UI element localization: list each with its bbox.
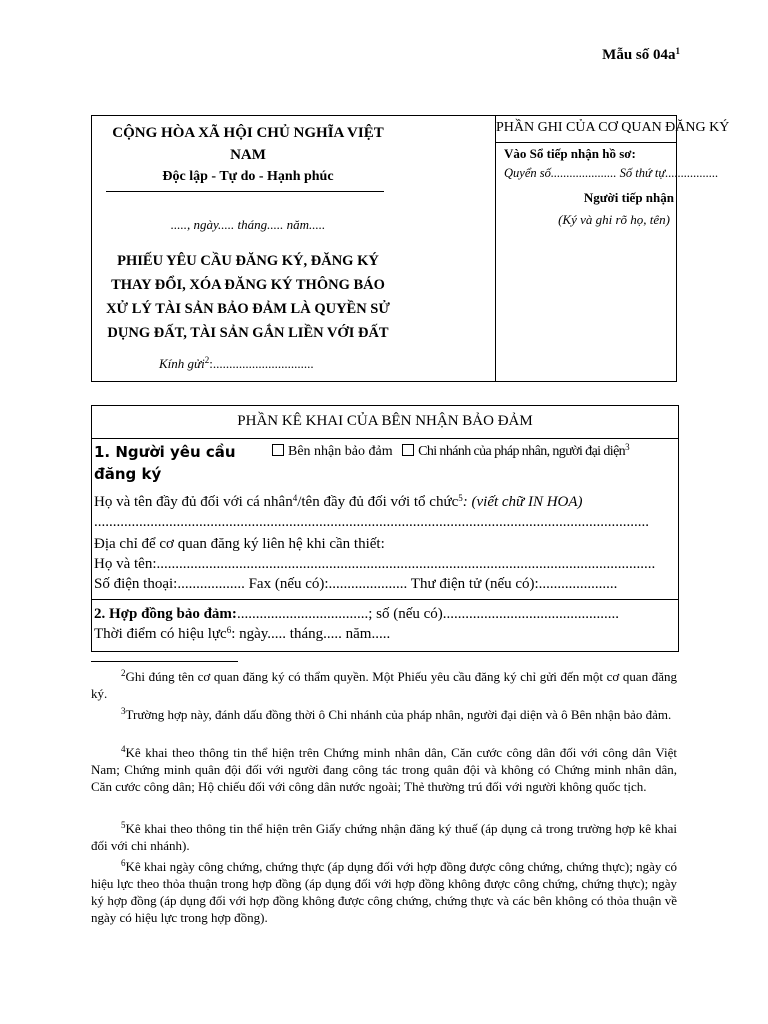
option-branch[interactable] xyxy=(402,444,629,459)
footnote-text: Ghi đúng tên cơ quan đăng ký có thẩm quyền. Một Phiếu yêu cầu đăng ký chỉ gửi đến một cơ quan đăng ký. xyxy=(91,669,677,701)
recipient-footnote: 2 xyxy=(204,355,210,365)
receiver-label: Người tiếp nhận xyxy=(583,190,674,205)
form-code-text: Mẫu số 04a xyxy=(602,47,676,63)
motto-underline xyxy=(106,191,384,192)
item1-label-line2: đăng ký xyxy=(94,465,162,483)
book-number-line: Quyển số..................... Số thứ tự................. xyxy=(504,166,719,180)
effective-date-line xyxy=(94,626,390,643)
form-title xyxy=(92,249,404,345)
footnote-rule xyxy=(91,661,238,662)
footnote xyxy=(91,858,677,926)
name-label: Họ và tên đầy đủ đối với cá nhân xyxy=(94,494,293,510)
footnote-text: Kê khai theo thông tin thể hiện trên Chứng minh nhân dân, Căn cước công dân đối với công dân Việt Nam; Chứng minh quân đội đối với người đang công tác trong quân đội và không có Chứng minh nhân dân, Căn cước công dân; Hộ chiếu đối với công dân nước ngoài; Thẻ thường trú đối với người không quốc tịch. xyxy=(91,745,677,794)
option-branch-label: Chi nhánh của pháp nhân, người đại diện xyxy=(418,444,626,459)
footnote-mark: 3 xyxy=(121,706,126,716)
form-code-footnote: 1 xyxy=(675,46,680,56)
option-branch-footnote: 3 xyxy=(625,442,629,452)
uppercase-note: : (viết chữ IN HOA) xyxy=(462,494,583,510)
registry-title-underline xyxy=(496,142,677,143)
name-input-line[interactable]: .................................................................................................................................................... xyxy=(94,514,649,530)
item1-label-line1: 1. Người yêu cầu xyxy=(94,443,236,461)
motto: Độc lập - Tự do - Hạnh phúc xyxy=(162,169,334,184)
country-name-line1: CỘNG HÒA XÃ HỘI CHỦ NGHĨA VIỆT xyxy=(112,125,384,141)
recipient-line xyxy=(159,356,314,372)
effective-date-value[interactable]: : ngày..... tháng..... năm..... xyxy=(231,626,391,642)
name-footnote-4: 4 xyxy=(292,493,298,503)
item2-line xyxy=(94,606,674,623)
footnote xyxy=(91,706,677,723)
footnote xyxy=(91,744,677,795)
footnote xyxy=(91,820,677,854)
form-title-line: PHIẾU YÊU CẦU ĐĂNG KÝ, ĐĂNG KÝ xyxy=(117,253,379,269)
option-secured-party[interactable] xyxy=(272,444,393,459)
checkbox-icon[interactable] xyxy=(272,444,284,456)
footnote-mark: 5 xyxy=(121,820,126,830)
divider xyxy=(92,599,678,600)
footnote-mark: 6 xyxy=(121,858,126,868)
footnote-text: Kê khai theo thông tin thể hiện trên Giấy chứng nhận đăng ký thuế (áp dụng cả trong trường hợp kê khai đối với chi nhánh). xyxy=(91,821,677,853)
checkbox-icon[interactable] xyxy=(402,444,414,456)
header-divider xyxy=(495,116,496,381)
option-secured-party-label: Bên nhận bảo đảm xyxy=(288,444,393,459)
item2-label: 2. Hợp đồng bảo đảm: xyxy=(94,606,237,622)
date-line: ....., ngày..... tháng..... năm..... xyxy=(170,217,326,232)
declaration-title: PHẦN KÊ KHAI CỦA BÊN NHẬN BẢO ĐẢM xyxy=(237,413,533,429)
contact-name-line[interactable]: Họ và tên:..................................................................................................................................... xyxy=(94,556,656,572)
effective-date-label: Thời điểm có hiệu lực xyxy=(94,626,227,642)
name-label-line xyxy=(94,494,583,511)
form-title-line: DỤNG ĐẤT, TÀI SẢN GẮN LIỀN VỚI ĐẤT xyxy=(107,325,389,341)
divider xyxy=(92,438,678,439)
address-label: Địa chỉ để cơ quan đăng ký liên hệ khi cần thiết: xyxy=(94,536,385,552)
footnote xyxy=(91,668,677,702)
declaration-box xyxy=(91,405,679,652)
receiver-note: (Ký và ghi rõ họ, tên) xyxy=(558,212,670,227)
recipient-dots: :............................... xyxy=(209,356,314,371)
form-title-line: THAY ĐỔI, XÓA ĐĂNG KÝ THÔNG BÁO xyxy=(111,277,385,293)
country-name-line2: NAM xyxy=(230,147,266,163)
contract-number-line[interactable]: ...................................; số (nếu có)............................................... xyxy=(236,606,619,622)
header-box xyxy=(91,115,730,382)
footnote-mark: 4 xyxy=(121,744,126,754)
form-title-line: XỬ LÝ TÀI SẢN BẢO ĐẢM LÀ QUYỀN SỬ xyxy=(106,301,390,317)
country-name xyxy=(92,122,404,166)
recipient-label: Kính gửi xyxy=(159,356,205,371)
registry-section-title: PHẦN GHI CỦA CƠ QUAN ĐĂNG KÝ xyxy=(496,120,730,135)
item1-options xyxy=(272,444,629,460)
footnote-text: Kê khai ngày công chứng, chứng thực (áp dụng đối với hợp đồng được công chứng, chứng thực); ngày có hiệu lực theo thỏa thuận trong hợp đồng (áp dụng đối với hợp đồng không được công chứng, chứng thực); ngày ký hợp đồng (áp dụng đối với hợp đồng không được công chứng, chứng thực và các bên không có thỏa thuận về ngày có hiệu lực trong hợp đồng). xyxy=(91,859,677,925)
contact-phone-line[interactable]: Số điện thoại:.................. Fax (nếu có):..................... Thư điện tử (nếu có):..................... xyxy=(94,576,618,592)
footnote-text: Trường hợp này, đánh dấu đồng thời ô Chi nhánh của pháp nhân, người đại diện và ô Bên nhận bảo đảm. xyxy=(125,707,672,722)
org-name-label: /tên đầy đủ đối với tổ chức xyxy=(297,494,459,510)
item1-label xyxy=(94,441,236,485)
effective-date-footnote: 6 xyxy=(226,625,232,635)
form-code xyxy=(602,47,680,64)
name-footnote-5: 5 xyxy=(458,493,463,503)
footnote-mark: 2 xyxy=(121,668,126,678)
log-label: Vào Sổ tiếp nhận hồ sơ: xyxy=(504,146,636,161)
